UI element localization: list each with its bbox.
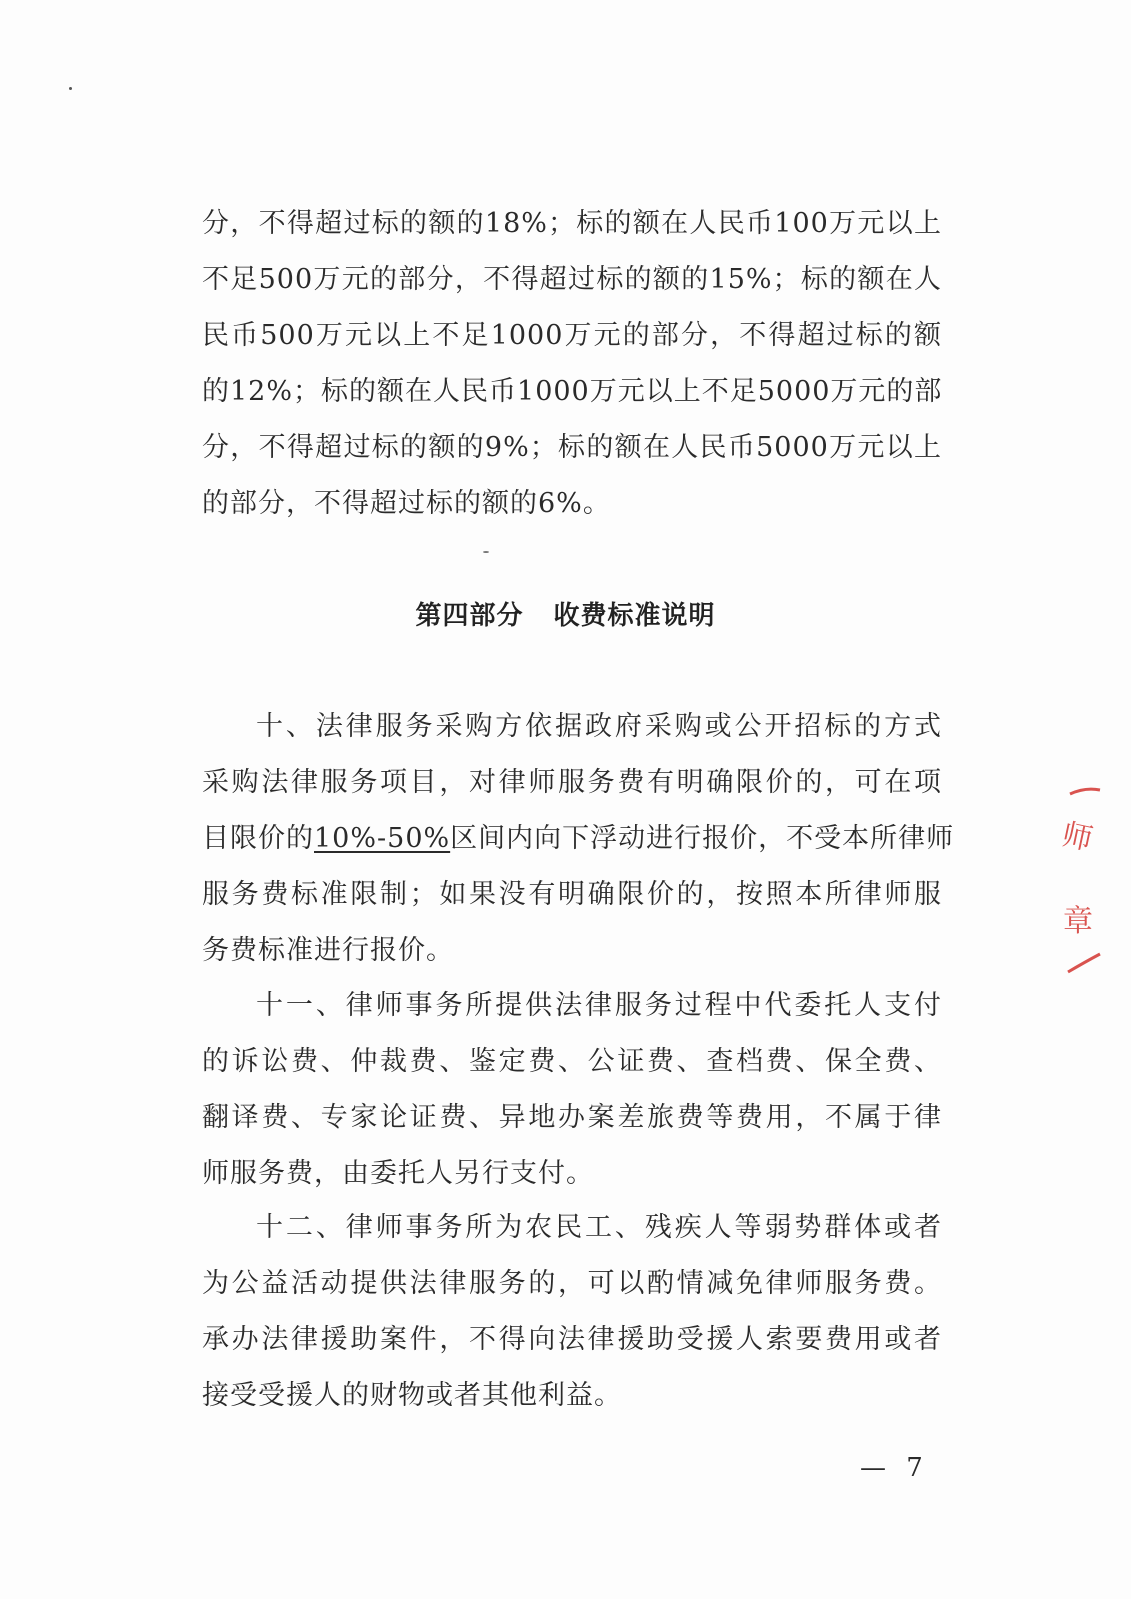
scan-speck — [69, 87, 72, 90]
heading-title: 收费标准说明 — [553, 601, 716, 631]
section-heading — [0, 598, 1131, 634]
section-12-line: 十二、律师事务所为农民工、残疾人等弱势群体或者 — [256, 1212, 942, 1243]
text-run: 目限价的 — [202, 823, 314, 854]
heading-part: 第四部分 — [415, 601, 524, 631]
section-11-line: 的诉讼费、仲裁费、鉴定费、公证费、查档费、保全费、 — [202, 1046, 942, 1077]
paragraph-line: 的部分，不得超过标的额的6%。 — [202, 488, 611, 519]
section-12-line: 承办法律援助案件，不得向法律援助受援人索要费用或者 — [202, 1324, 942, 1355]
section-12-line: 为公益活动提供法律服务的，可以酌情减免律师服务费。 — [202, 1268, 942, 1299]
seal-char: 章 — [1063, 904, 1093, 939]
official-seal — [1040, 782, 1131, 982]
section-10-line — [202, 819, 955, 859]
section-11-line: 翻译费、专家论证费、异地办案差旅费等费用，不属于律 — [202, 1102, 942, 1133]
section-12-line: 接受受援人的财物或者其他利益。 — [202, 1380, 622, 1411]
section-10-line: 服务费标准限制；如果没有明确限价的，按照本所律师服 — [202, 879, 942, 910]
paragraph-line: 分，不得超过标的额的18%；标的额在人民币100万元以上 — [202, 208, 942, 239]
seal-char: 师 — [1058, 817, 1096, 858]
section-11-line: 师服务费，由委托人另行支付。 — [202, 1158, 594, 1189]
page-number: — 7 — [860, 1453, 929, 1483]
text-run: 区间内向下浮动进行报价，不受本所律师 — [450, 823, 955, 854]
paragraph-line: 分，不得超过标的额的9%；标的额在人民币5000万元以上 — [202, 432, 942, 463]
section-10-line: 采购法律服务项目，对律师服务费有明确限价的，可在项 — [202, 767, 942, 798]
seal-arc-top — [1070, 789, 1100, 794]
section-10-line: 务费标准进行报价。 — [202, 935, 454, 966]
underlined-range: 10%-50% — [314, 823, 451, 854]
paragraph-line: 不足500万元的部分，不得超过标的额的15%；标的额在人 — [202, 264, 942, 295]
paragraph-line: 民币500万元以上不足1000万元的部分，不得超过标的额 — [202, 320, 942, 351]
section-11-line: 十一、律师事务所提供法律服务过程中代委托人支付 — [256, 990, 942, 1021]
seal-arc-bottom — [1068, 954, 1100, 972]
section-10-line: 十、法律服务采购方依据政府采购或公开招标的方式 — [256, 711, 942, 742]
scan-speck — [483, 551, 489, 553]
paragraph-line: 的12%；标的额在人民币1000万元以上不足5000万元的部 — [202, 376, 943, 407]
